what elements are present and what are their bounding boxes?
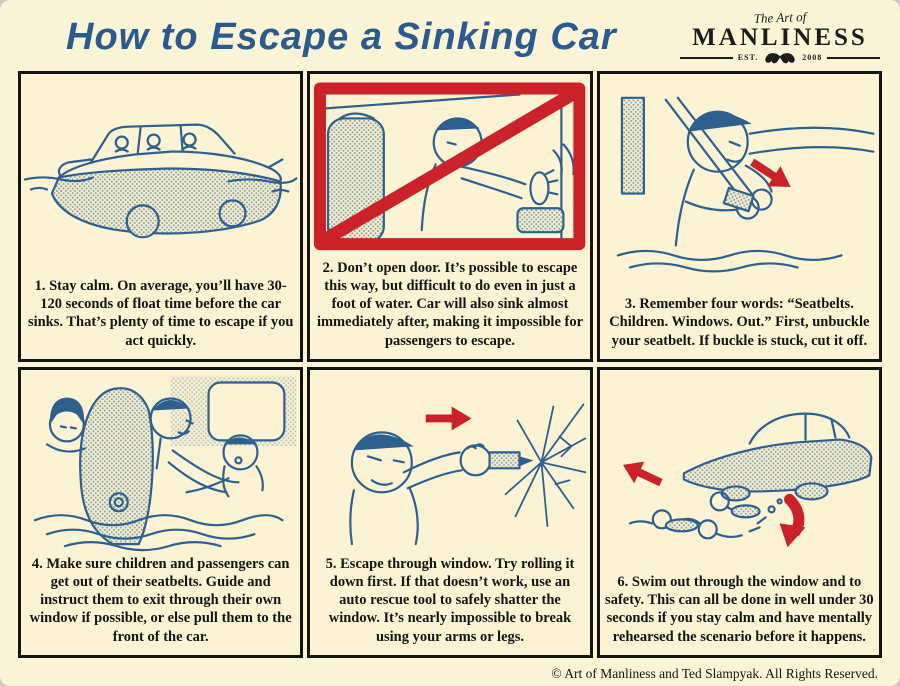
red-arrow-icon [426,406,472,430]
panel-5-illustration [310,370,589,555]
mustache-icon [763,52,797,64]
panel-6-illustration [600,370,879,573]
red-arrow-icon-curved [779,499,805,547]
sinking-car-drawing [21,74,300,277]
panel-6-caption: 6. Swim out through the window and to safety. This can all be done in well under 30 seconds if you stay calm and have mentally rehearsed the scenario before it happens. [605,573,874,645]
panel-5 [307,367,592,658]
panel-6 [597,367,882,658]
logo-est-label: EST. [737,52,759,62]
panel-5-caption: 5. Escape through window. Try rolling it down first. If that doesn’t work, use an auto rescue tool to safely shatter the window. It’s nearly impossible to break using your arms or legs. [325,555,575,645]
help-children-drawing [21,370,300,555]
do-not-open-door-drawing [310,74,589,259]
copyright-notice: © Art of Manliness and Ted Slampyak. All Rights Reserved. [551,666,878,681]
logo-rule-left [680,57,733,59]
red-arrow-icon [618,454,666,493]
header [0,0,900,68]
panel-4 [18,367,303,658]
unbuckle-seatbelt-drawing [600,74,879,295]
panel-4-illustration [21,370,300,555]
panel-1-illustration [21,74,300,277]
art-of-manliness-logo [680,8,880,64]
panel-4-caption: 4. Make sure children and passengers can get out of their seatbelts. Guide and instruct them to exit through their own window if possible, or else pull them to the front of the car. [29,555,292,645]
panel-2-illustration [310,74,589,259]
panel-3 [597,71,882,362]
panel-grid [18,71,882,658]
logo-established-row [680,52,880,64]
panel-1 [18,71,303,362]
panel-3-illustration [600,74,879,295]
panel-2-caption: 2. Don’t open door. It’s possible to escape this way, but difficult to do even in just a foot of water. Car will also sink almost immediately after, making it impossible for passengers to escape. [316,259,584,349]
panel-1-caption: 1. Stay calm. On average, you’ll have 30-120 seconds of float time before the car sinks. That’s plenty of time to escape if you act quickly. [27,277,294,349]
panel-3-caption: 3. Remember four words: “Seatbelts. Children. Windows. Out.” First, unbuckle your seatbelt. If buckle is stuck, cut it off. [609,296,870,349]
page-title: How to Escape a Sinking Car [66,15,617,58]
break-window-drawing [310,370,589,555]
logo-est-year: 2008 [802,52,823,62]
panel-2 [307,71,592,362]
logo-tagline: The Art of [753,8,807,26]
logo-rule-right [827,57,880,59]
logo-wordmark: MANLINESS [692,23,868,51]
swim-out-drawing [600,370,879,573]
